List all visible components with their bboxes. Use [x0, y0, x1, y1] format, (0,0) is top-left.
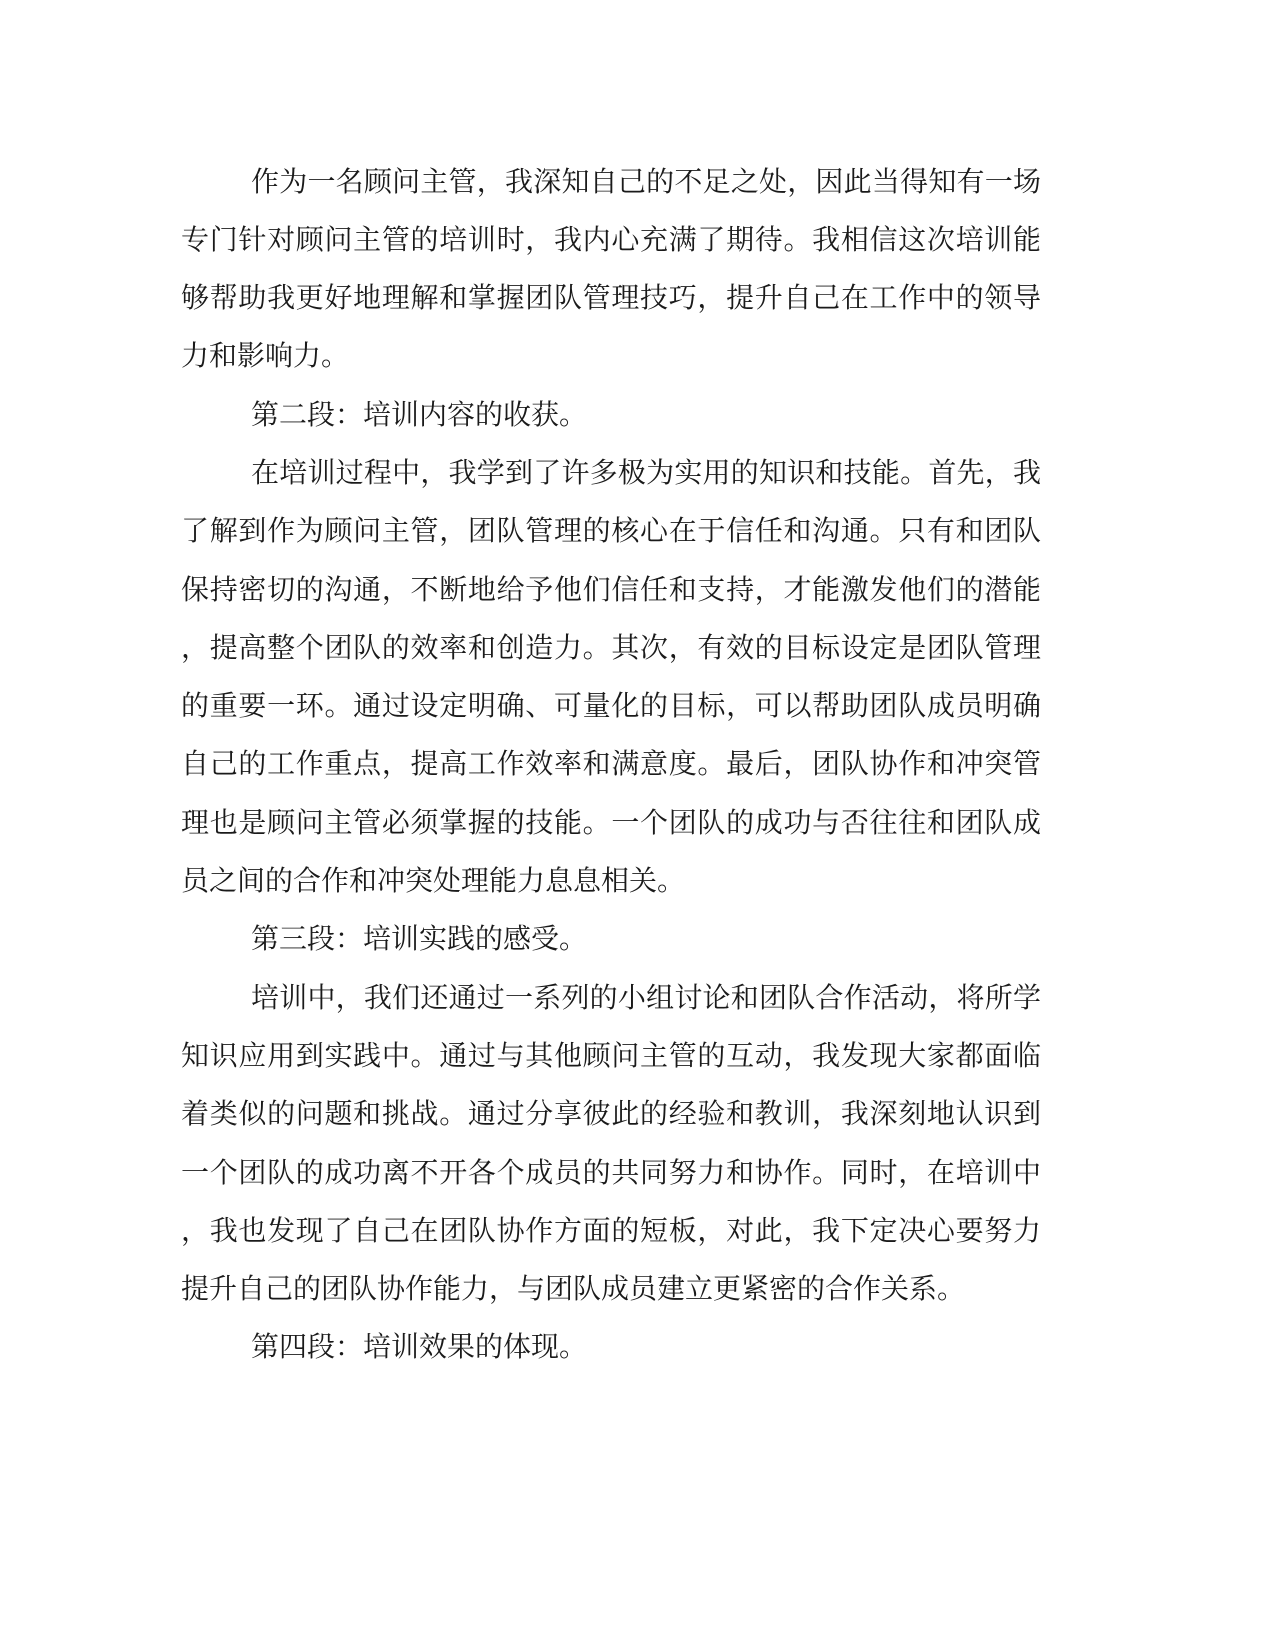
practice-line-2: 知识应用到实践中。通过与其他顾问主管的互动，我发现大家都面临 [181, 1039, 1041, 1072]
practice-line-5: ，我也发现了自己在团队协作方面的短板，对此，我下定决心要努力 [181, 1214, 1041, 1247]
content-line-1: 在培训过程中，我学到了许多极为实用的知识和技能。首先，我 [251, 456, 1041, 489]
content-line-6: 自己的工作重点，提高工作效率和满意度。最后，团队协作和冲突管 [181, 747, 1041, 780]
intro-line-3: 够帮助我更好地理解和掌握团队管理技巧，提升自己在工作中的领导 [181, 281, 1041, 314]
intro-line-1: 作为一名顾问主管，我深知自己的不足之处，因此当得知有一场 [251, 165, 1041, 198]
section-heading-2: 第二段：培训内容的收获。 [251, 398, 588, 431]
intro-line-2: 专门针对顾问主管的培训时，我内心充满了期待。我相信这次培训能 [181, 223, 1041, 256]
section-heading-4: 第四段：培训效果的体现。 [251, 1330, 588, 1363]
practice-line-4: 一个团队的成功离不开各个成员的共同努力和协作。同时，在培训中 [181, 1156, 1041, 1189]
content-line-4: ，提高整个团队的效率和创造力。其次，有效的目标设定是团队管理 [181, 631, 1041, 664]
content-line-5: 的重要一环。通过设定明确、可量化的目标，可以帮助团队成员明确 [181, 689, 1041, 722]
content-line-8: 员之间的合作和冲突处理能力息息相关。 [181, 864, 686, 897]
intro-line-4: 力和影响力。 [181, 339, 350, 372]
practice-line-3: 着类似的问题和挑战。通过分享彼此的经验和教训，我深刻地认识到 [181, 1097, 1041, 1130]
content-line-3: 保持密切的沟通，不断地给予他们信任和支持，才能激发他们的潜能 [181, 573, 1041, 606]
practice-line-1: 培训中，我们还通过一系列的小组讨论和团队合作活动，将所学 [251, 981, 1041, 1014]
content-line-7: 理也是顾问主管必须掌握的技能。一个团队的成功与否往往和团队成 [181, 806, 1041, 839]
practice-line-6: 提升自己的团队协作能力，与团队成员建立更紧密的合作关系。 [181, 1272, 966, 1305]
content-line-2: 了解到作为顾问主管，团队管理的核心在于信任和沟通。只有和团队 [181, 514, 1041, 547]
section-heading-3: 第三段：培训实践的感受。 [251, 922, 588, 955]
